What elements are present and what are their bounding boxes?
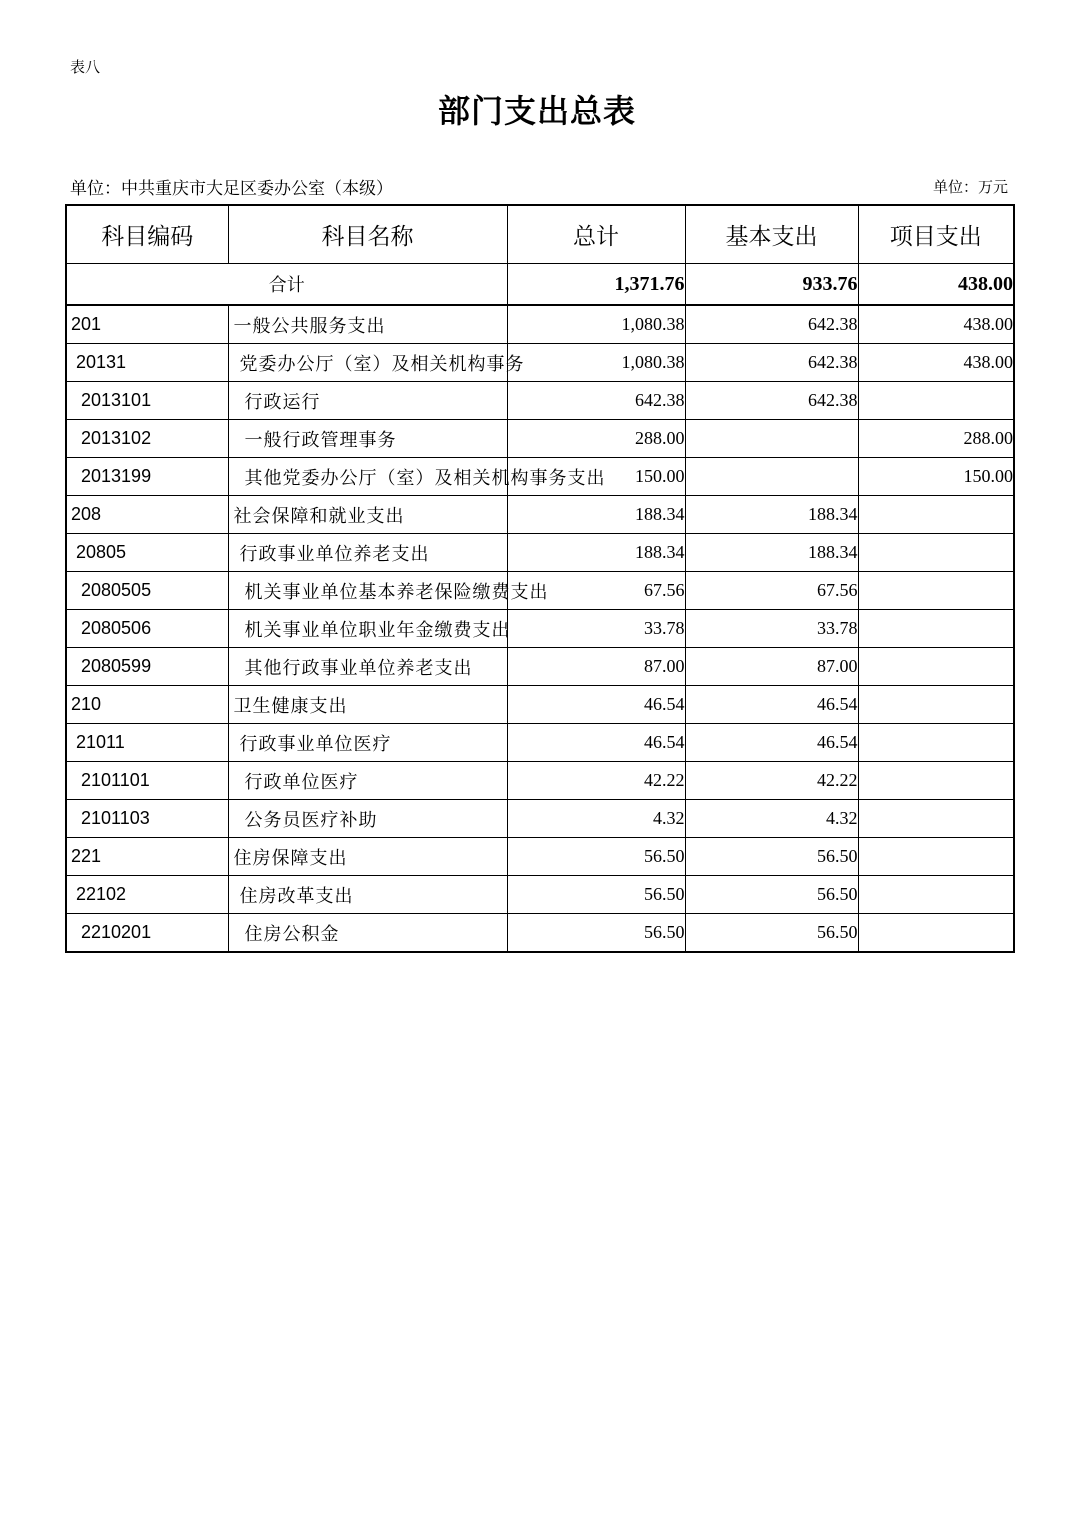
header-name: 科目名称 [228, 205, 507, 264]
table-row [66, 724, 1014, 762]
code-cell: 2080505 [66, 572, 228, 610]
basic-cell: 642.38 [685, 305, 858, 344]
basic-cell: 642.38 [685, 344, 858, 382]
code-cell: 2101103 [66, 800, 228, 838]
code-cell: 2013101 [66, 382, 228, 420]
total-cell: 42.22 [507, 762, 685, 800]
table-row [66, 610, 1014, 648]
name-cell: 一般行政管理事务 [228, 420, 507, 458]
basic-cell: 42.22 [685, 762, 858, 800]
project-cell [858, 496, 1014, 534]
total-cell: 642.38 [507, 382, 685, 420]
project-cell [858, 838, 1014, 876]
name-cell: 其他党委办公厅（室）及相关机构事务支出 [228, 458, 507, 496]
project-cell [858, 382, 1014, 420]
total-cell: 56.50 [507, 876, 685, 914]
total-cell: 4.32 [507, 800, 685, 838]
total-cell: 67.56 [507, 572, 685, 610]
total-cell: 150.00 [507, 458, 685, 496]
table-row [66, 572, 1014, 610]
project-cell: 150.00 [858, 458, 1014, 496]
total-cell: 56.50 [507, 838, 685, 876]
table-header-row [66, 205, 1014, 264]
project-cell [858, 800, 1014, 838]
total-cell: 188.34 [507, 496, 685, 534]
name-cell: 社会保障和就业支出 [228, 496, 507, 534]
project-cell [858, 610, 1014, 648]
table-row [66, 914, 1014, 953]
project-cell [858, 762, 1014, 800]
table-row [66, 686, 1014, 724]
name-cell: 其他行政事业单位养老支出 [228, 648, 507, 686]
total-project: 438.00 [858, 264, 1014, 306]
project-cell [858, 686, 1014, 724]
name-cell: 机关事业单位基本养老保险缴费支出 [228, 572, 507, 610]
basic-cell: 46.54 [685, 686, 858, 724]
total-basic: 933.76 [685, 264, 858, 306]
total-cell: 288.00 [507, 420, 685, 458]
table-row [66, 648, 1014, 686]
table-row [66, 534, 1014, 572]
header-basic: 基本支出 [685, 205, 858, 264]
project-cell: 438.00 [858, 305, 1014, 344]
basic-cell: 4.32 [685, 800, 858, 838]
table-row [66, 876, 1014, 914]
total-row [66, 264, 1014, 306]
total-total: 1,371.76 [507, 264, 685, 306]
currency-unit: 单位：万元 [932, 178, 1008, 196]
name-cell: 机关事业单位职业年金缴费支出 [228, 610, 507, 648]
code-cell: 21011 [66, 724, 228, 762]
table-row [66, 344, 1014, 382]
project-cell: 438.00 [858, 344, 1014, 382]
project-cell [858, 648, 1014, 686]
basic-cell [685, 458, 858, 496]
basic-cell: 87.00 [685, 648, 858, 686]
table-row [66, 305, 1014, 344]
code-cell: 2013199 [66, 458, 228, 496]
basic-cell: 46.54 [685, 724, 858, 762]
code-cell: 2080506 [66, 610, 228, 648]
basic-cell: 188.34 [685, 534, 858, 572]
table-row [66, 762, 1014, 800]
project-cell [858, 534, 1014, 572]
name-cell: 公务员医疗补助 [228, 800, 507, 838]
total-cell: 56.50 [507, 914, 685, 953]
name-cell: 卫生健康支出 [228, 686, 507, 724]
code-cell: 208 [66, 496, 228, 534]
name-cell: 住房改革支出 [228, 876, 507, 914]
basic-cell: 67.56 [685, 572, 858, 610]
code-cell: 22102 [66, 876, 228, 914]
basic-cell: 56.50 [685, 838, 858, 876]
total-cell: 188.34 [507, 534, 685, 572]
table-row [66, 800, 1014, 838]
total-cell: 46.54 [507, 686, 685, 724]
project-cell [858, 572, 1014, 610]
name-cell: 行政事业单位医疗 [228, 724, 507, 762]
name-cell: 住房公积金 [228, 914, 507, 953]
code-cell: 2210201 [66, 914, 228, 953]
total-cell: 87.00 [507, 648, 685, 686]
form-number: 表八 [70, 58, 101, 76]
expenditure-table [65, 204, 1015, 953]
basic-cell: 33.78 [685, 610, 858, 648]
basic-cell: 56.50 [685, 876, 858, 914]
table-row [66, 838, 1014, 876]
organization-unit: 单位：中共重庆市大足区委办公室（本级） [70, 179, 393, 199]
total-cell: 33.78 [507, 610, 685, 648]
project-cell: 288.00 [858, 420, 1014, 458]
code-cell: 221 [66, 838, 228, 876]
basic-cell [685, 420, 858, 458]
total-cell: 1,080.38 [507, 305, 685, 344]
total-cell: 1,080.38 [507, 344, 685, 382]
code-cell: 2101101 [66, 762, 228, 800]
code-cell: 201 [66, 305, 228, 344]
basic-cell: 642.38 [685, 382, 858, 420]
total-label: 合计 [66, 264, 507, 306]
name-cell: 一般公共服务支出 [228, 305, 507, 344]
code-cell: 2013102 [66, 420, 228, 458]
name-cell: 行政运行 [228, 382, 507, 420]
project-cell [858, 876, 1014, 914]
table-row [66, 496, 1014, 534]
header-project: 项目支出 [858, 205, 1014, 264]
page-title: 部门支出总表 [437, 92, 636, 130]
name-cell: 住房保障支出 [228, 838, 507, 876]
header-code: 科目编码 [66, 205, 228, 264]
name-cell: 行政单位医疗 [228, 762, 507, 800]
project-cell [858, 724, 1014, 762]
code-cell: 20131 [66, 344, 228, 382]
header-total: 总计 [507, 205, 685, 264]
name-cell: 党委办公厅（室）及相关机构事务 [228, 344, 507, 382]
table-row [66, 382, 1014, 420]
name-cell: 行政事业单位养老支出 [228, 534, 507, 572]
code-cell: 20805 [66, 534, 228, 572]
basic-cell: 188.34 [685, 496, 858, 534]
table-row [66, 458, 1014, 496]
table-row [66, 420, 1014, 458]
basic-cell: 56.50 [685, 914, 858, 953]
code-cell: 210 [66, 686, 228, 724]
project-cell [858, 914, 1014, 953]
total-cell: 46.54 [507, 724, 685, 762]
code-cell: 2080599 [66, 648, 228, 686]
